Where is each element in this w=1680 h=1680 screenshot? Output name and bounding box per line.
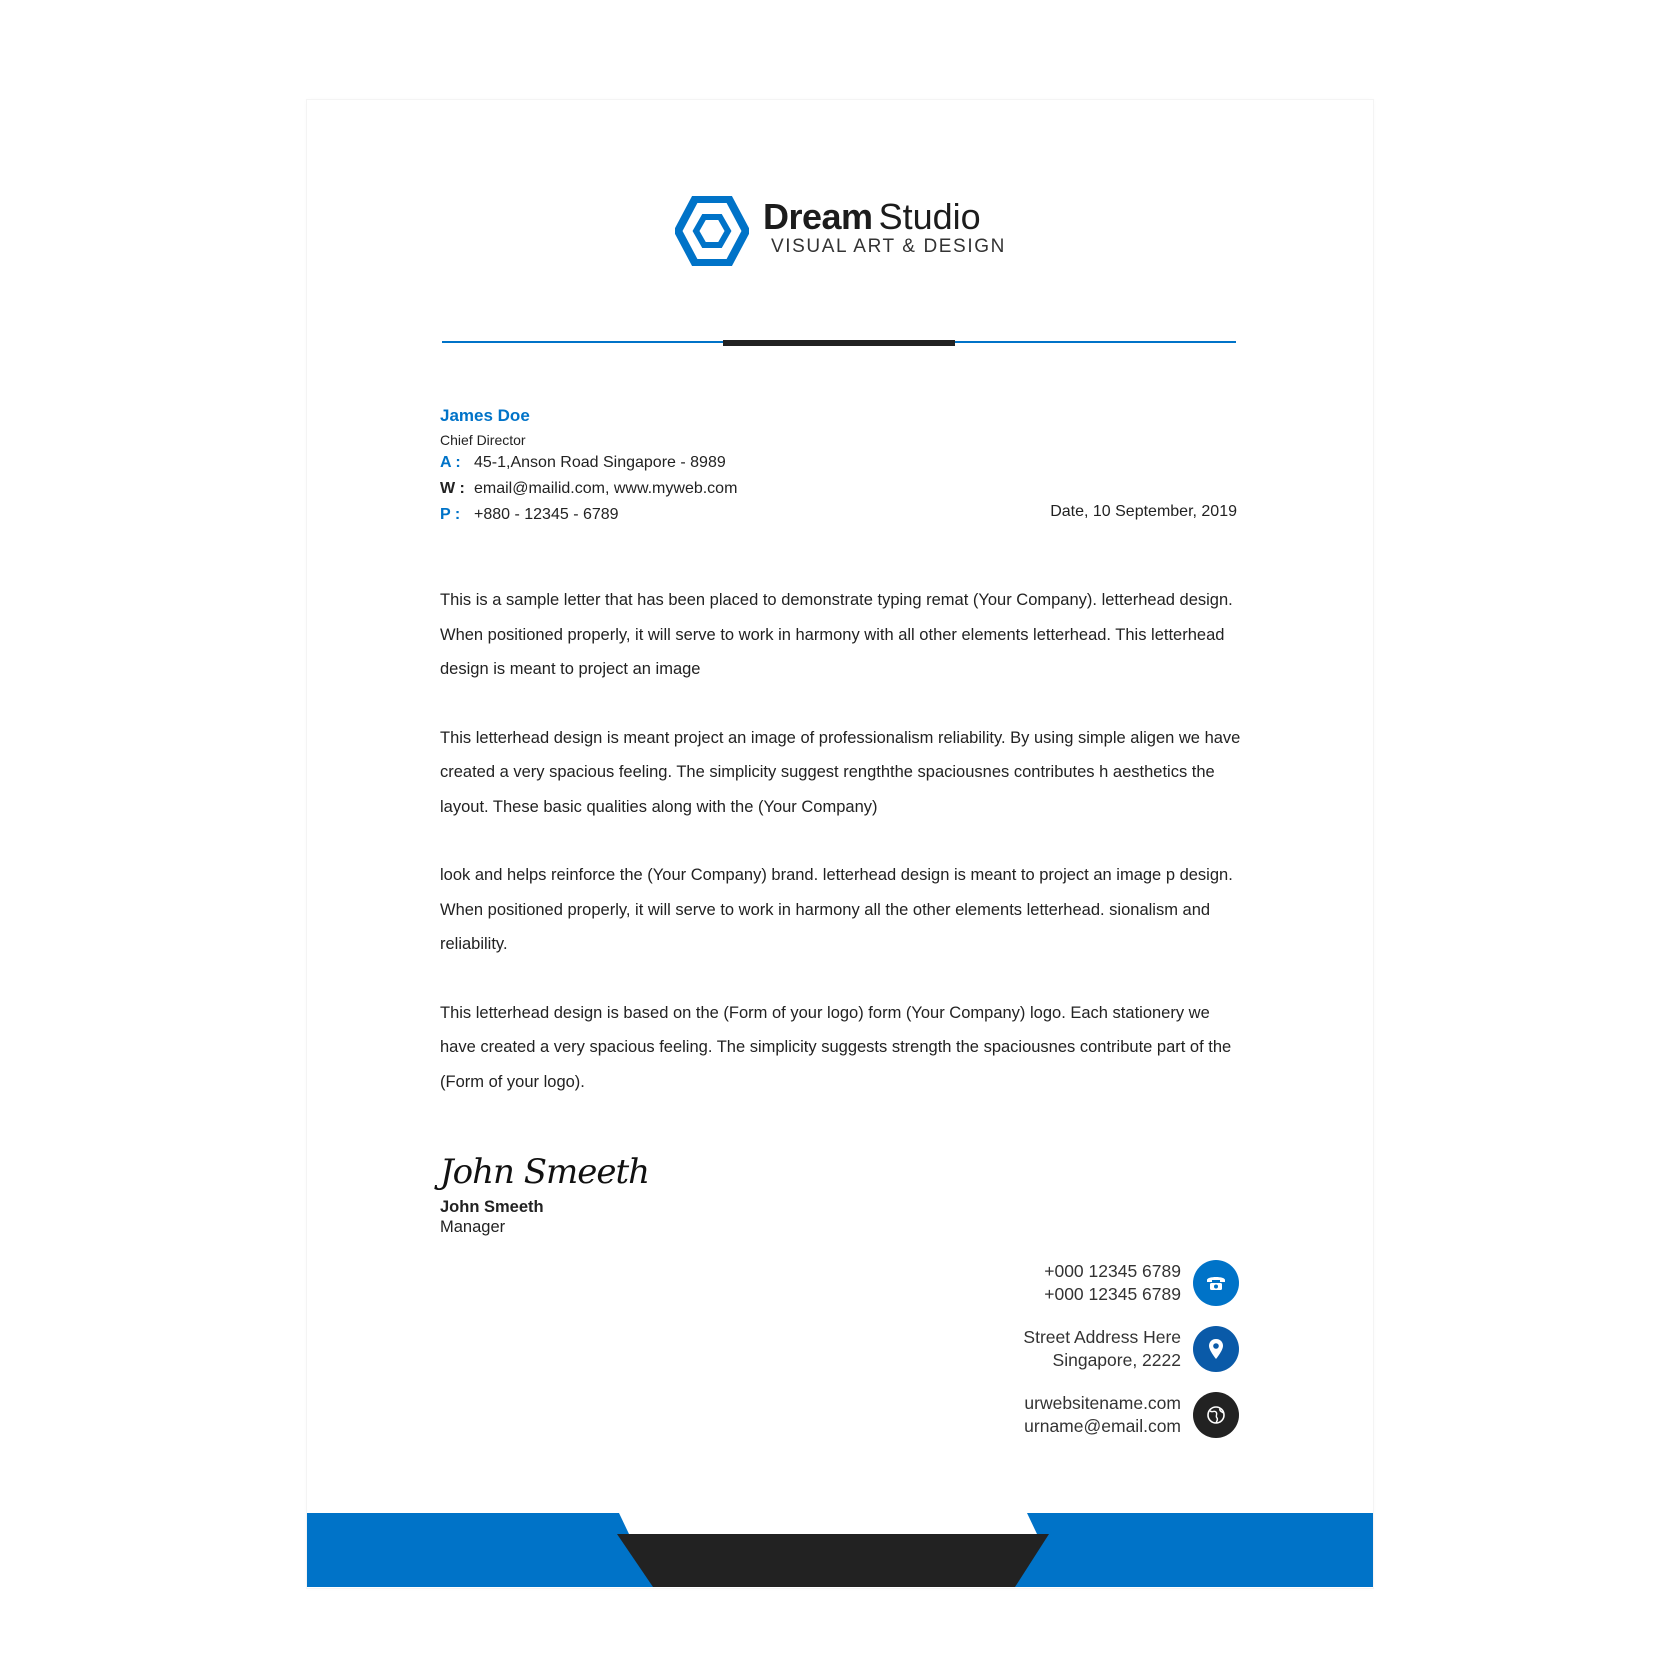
- company-tagline: VISUAL ART & DESIGN: [771, 236, 1006, 257]
- footer-address: [939, 1326, 1239, 1372]
- sender-block: [440, 405, 960, 528]
- letter-date: Date, 10 September, 2019: [1050, 503, 1237, 520]
- web-value: email@mailid.com, www.myweb.com: [474, 480, 738, 497]
- footer-web-line1: urwebsitename.com: [1024, 1393, 1181, 1413]
- location-pin-icon: [1193, 1326, 1239, 1372]
- letterhead-page: [307, 100, 1373, 1588]
- footer-web-text: [1024, 1392, 1181, 1438]
- phone-value: +880 - 12345 - 6789: [474, 506, 619, 523]
- footer-web: [939, 1392, 1239, 1438]
- signer-role: Manager: [440, 1218, 506, 1236]
- divider-center-bar: [723, 340, 955, 346]
- company-name-bold: Dream: [763, 196, 873, 237]
- footer-address-text: [1023, 1326, 1181, 1372]
- footer-contacts: [939, 1260, 1239, 1458]
- body-paragraph: This letterhead design is based on the (Form of your logo) form (Your Company) logo. Each stationery we have created a very spacious feeling. The simplicity suggests strength the spaciousnes contribute part of the (Form of your logo).: [440, 1003, 1232, 1091]
- body-paragraph: This letterhead design is meant project an image of professionalism reliability. By using simple aligen we have created a very spacious feeling. The simplicity suggest rengththe spaciousnes contributes h aesthetics the layout. These basic qualities along with the (Your Company): [440, 728, 1241, 816]
- phone-key: P :: [440, 506, 461, 523]
- sender-title: Chief Director: [440, 432, 526, 448]
- company-logo: [675, 194, 1035, 274]
- globe-icon: [1193, 1392, 1239, 1438]
- sender-name: James Doe: [440, 406, 530, 425]
- signature-block: [440, 1152, 740, 1237]
- footer-phone: [939, 1260, 1239, 1306]
- footer-phone-line1: +000 12345 6789: [1044, 1261, 1181, 1281]
- sender-address: [440, 450, 960, 476]
- address-value: 45-1,Anson Road Singapore - 8989: [474, 454, 726, 471]
- sender-web: [440, 476, 960, 502]
- footer-address-line1: Street Address Here: [1023, 1327, 1181, 1347]
- company-name: [763, 194, 981, 240]
- footer-address-line2: Singapore, 2222: [1052, 1350, 1181, 1370]
- web-key: W :: [440, 480, 465, 497]
- address-key: A :: [440, 454, 461, 471]
- signer-name: John Smeeth: [440, 1198, 544, 1216]
- letter-body: [440, 583, 1250, 1133]
- footer-phone-text: [1044, 1260, 1181, 1306]
- hexagon-logo-icon: [675, 196, 749, 266]
- phone-icon: [1193, 1260, 1239, 1306]
- footer-web-line2: urname@email.com: [1024, 1416, 1181, 1436]
- sender-phone: [440, 502, 960, 528]
- handwritten-signature: John Smeeth: [440, 1152, 650, 1192]
- body-paragraph: This is a sample letter that has been placed to demonstrate typing remat (Your Company). letterhead design. When positioned properly, it will serve to work in harmony with all other elements letterhead. This letterhead design is meant to project an image: [440, 591, 1233, 678]
- footer-phone-line2: +000 12345 6789: [1044, 1284, 1181, 1304]
- footer-band: [307, 1513, 1373, 1587]
- body-paragraph: look and helps reinforce the (Your Company) brand. letterhead design is meant to project an image p design. When positioned properly, it will serve to work in harmony all the other elements letterhead. sionalism and reliability.: [440, 866, 1233, 953]
- header-divider: [442, 340, 1236, 346]
- company-name-light: Studio: [878, 196, 981, 237]
